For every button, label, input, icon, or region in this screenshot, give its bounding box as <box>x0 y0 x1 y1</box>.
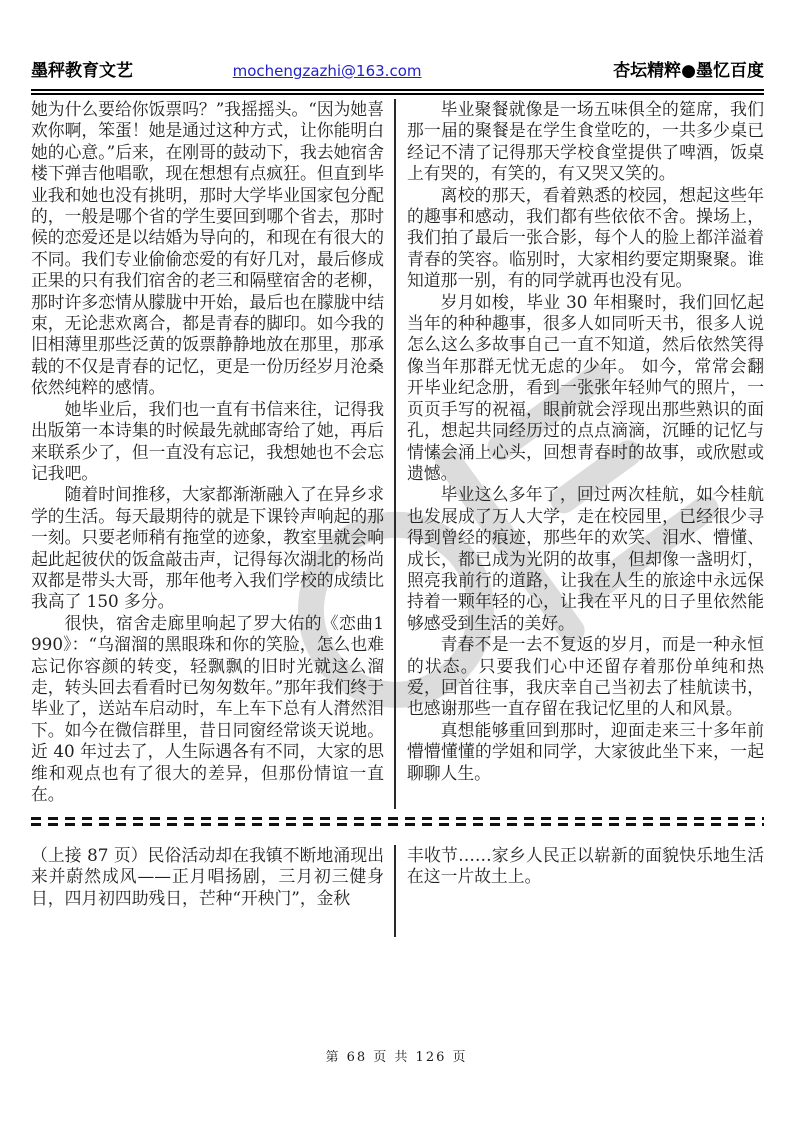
dashed-separator <box>31 817 764 826</box>
continuation-left-column <box>31 845 394 937</box>
paragraph: 很快，宿舍走廊里响起了罗大佑的《恋曲1990》：“乌溜溜的黑眼珠和你的笑脸，怎么也难忘记你容颜的转变，轻飘飘的旧时光就这么溜走，转头回去看看时已匆匆数年。”那年我们终于毕业了，送站车启动时，车上车下总有人潸然泪下。如今在微信群里，昔日同窗经常谈天说地。近 40 年过去了，人生际遇各有不同，大家的思维和观点也有了很大的差异，但那份情谊一直在。 <box>31 612 384 804</box>
paragraph: 她为什么要给你饭票吗？”我摇摇头。“因为她喜欢你啊，笨蛋！她是通过这种方式，让你能明白她的心意。”后来，在刚哥的鼓动下，我去她宿舍楼下弹吉他唱歌，现在想想有点疯狂。但直到毕业我和她也没有挑明，那时大学毕业国家包分配的，一般是哪个省的学生要回到哪个省去，那时候的恋爱还是以结婚为导向的，和现在有很大的不同。我们专业偷偷恋爱的有好几对，最后修成正果的只有我们宿舍的老三和隔壁宿舍的老柳，那时许多恋情从朦胧中开始，最后也在朦胧中结束，无论悲欢离合，都是青春的脚印。如今我的旧相薄里那些泛黄的饭票静静地放在那里，那承载的不仅是青春的记忆，更是一份历经岁月沧桑依然纯粹的感情。 <box>31 99 384 398</box>
article-left-column <box>31 99 394 809</box>
article-right-column <box>396 99 764 809</box>
page-header <box>31 56 764 81</box>
paragraph: 岁月如梭，毕业 30 年相聚时，我们回忆起当年的种种趣事，很多人如同听天书，很多人说怎么这么多故事自己一直不知道，然后依然笑得像当年那群无忧无虑的少年。 如今，常常会翻开毕业纪念册，看到一张张年轻帅气的照片，一页页手写的祝福，眼前就会浮现出那些熟识的面孔，想起共同经历过的点点滴滴，沉睡的记忆与情愫会涌上心头，回想青春时的故事，或欣慰或遗憾。 <box>407 291 764 483</box>
header-double-rule <box>31 89 764 95</box>
paragraph: 她毕业后，我们也一直有书信来往，记得我出版第一本诗集的时候最先就邮寄给了她，再后来联系少了，但一直没有忘记，我想她也不会忘记我吧。 <box>31 398 384 483</box>
paragraph: （上接 87 页）民俗活动却在我镇不断地涌现出来并蔚然成风——正月唱扬剧，三月初三健身日，四月初四助残日，芒种“开秧门”，金秋 <box>31 845 384 908</box>
continuation-right-column <box>396 845 764 937</box>
page-number: 第 68 页 共 126 页 <box>325 1050 468 1065</box>
paragraph: 青春不是一去不复返的岁月，而是一种永恒的状态。只要我们心中还留存着那份单纯和热爱，回首往事，我庆幸自己当初去了桂航读书，也感谢那些一直存留在我记忆里的人和风景。 <box>407 634 764 719</box>
journal-name: 墨秤教育文艺 <box>31 61 133 81</box>
paragraph: 真想能够重回到那时，迎面走来三十多年前懵懵懂懂的学姐和同学，大家彼此坐下来，一起聊聊人生。 <box>407 719 764 783</box>
article-body <box>31 99 764 809</box>
header-issue-label: 杏坛精粹●墨忆百度 <box>613 61 764 81</box>
paragraph: 毕业这么多年了，回过两次桂航，如今桂航也发展成了万人大学，走在校园里，已经很少寻得到曾经的痕迹，那些年的欢笑、泪水、懵懂、成长，都已成为光阴的故事，但却像一盏明灯，照亮我前行的道路，让我在人生的旅途中永远保持着一颗年轻的心，让我在平凡的日子里依然能够感受到生活的美好。 <box>407 484 764 633</box>
email-link[interactable]: mochengzazhi@163.com <box>232 62 422 80</box>
paragraph: 离校的那天，看着熟悉的校园，想起这些年的趣事和感动，我们都有些依依不舍。操场上，我们拍了最后一张合影，每个人的脸上都洋溢着青春的笑容。临别时，大家相约要定期聚聚。谁知道那一别，有的同学就再也没有见。 <box>407 184 764 291</box>
paragraph: 丰收节……家乡人民正以崭新的面貌快乐地生活在这一片故土上。 <box>407 845 764 887</box>
paragraph: 随着时间推移，大家都渐渐融入了在异乡求学的生活。每天最期待的就是下课铃声响起的那一刻。只要老师稍有拖堂的迹象，教室里就会响起此起彼伏的饭盒敲击声，记得每次湖北的杨尚双都是带头大哥，那年他考入我们学校的成绩比我高了 150 多分。 <box>31 484 384 612</box>
paragraph: 毕业聚餐就像是一场五味俱全的筵席，我们那一届的聚餐是在学生食堂吃的，一共多少桌已经记不清了记得那天学校食堂提供了啤酒，饭桌上有哭的，有笑的，有又哭又笑的。 <box>407 99 764 184</box>
continuation-section <box>31 845 764 937</box>
